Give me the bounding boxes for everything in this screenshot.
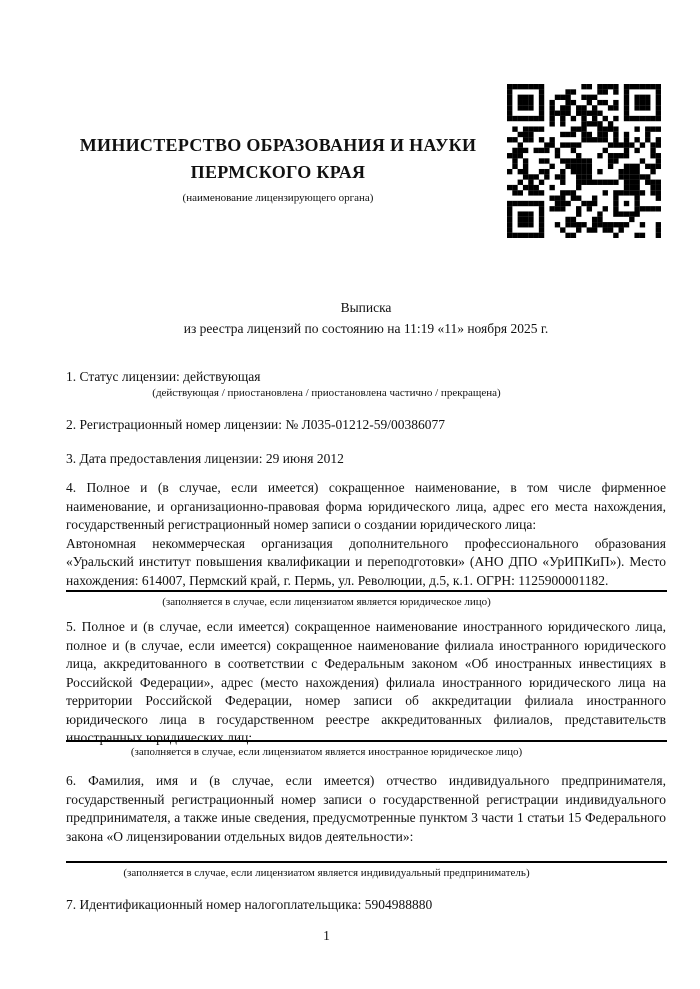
- legal-entity-value: Автономная некоммерческая организация дополнительного профессионального образования «Уральский институт повышения квалификации и переподготовки» (АНО ДПО «УрИПКиП»). Место нахождения: 614007, Пермский край, г. Пермь, ул. Революции, д.5, к.1. ОГРН: 1125900001182.: [66, 535, 666, 588]
- taxpayer-id-line: 7. Идентификационный номер налогоплательщика: 5904988880: [66, 897, 433, 912]
- page-number: 1: [323, 928, 330, 943]
- document-title: [66, 297, 666, 339]
- licensing-authority-name-line1: МИНИСТЕРСТВО ОБРАЗОВАНИЯ И НАУКИ: [79, 135, 477, 155]
- license-status-options-caption: (действующая / приостановлена / приостановлена частично / прекращена): [152, 387, 501, 399]
- license-registration-number-line: 2. Регистрационный номер лицензии: № Л035-01212-59/00386077: [66, 417, 446, 432]
- letterhead-caption: (наименование лицензирующего органа): [182, 192, 374, 204]
- letterhead: [66, 132, 490, 205]
- qr-code-icon: [507, 84, 661, 238]
- document-title-line1: Выписка: [340, 300, 392, 315]
- individual-entrepreneur-caption: (заполняется в случае, если лицензиатом является индивидуальный предприниматель): [66, 861, 667, 880]
- foreign-entity-caption: (заполняется в случае, если лицензиатом является иностранное юридическое лицо): [66, 740, 667, 759]
- licensing-authority-name-line2: ПЕРМСКОГО КРАЯ: [190, 162, 366, 182]
- foreign-entity-section: [66, 618, 666, 748]
- legal-entity-caption: (заполняется в случае, если лицензиатом является юридическое лицо): [66, 590, 667, 609]
- license-grant-date-line: 3. Дата предоставления лицензии: 29 июня 2012: [66, 451, 344, 466]
- document-title-line2: из реестра лицензий по состоянию на 11:19 «11» ноября 2025 г.: [183, 321, 549, 336]
- individual-entrepreneur-section: [66, 772, 666, 846]
- individual-entrepreneur-label: 6. Фамилия, имя и (в случае, если имеется) отчество индивидуального предпринимателя, государственный регистрационный номер записи о государственной регистрации индивидуального предпринимателя, а также иные сведения, предусмотренные пунктом 3 части 1 статьи 15 Федерального закона «О лицензировании отдельных видов деятельности»:: [66, 773, 666, 844]
- foreign-entity-label: 5. Полное и (в случае, если имеется) сокращенное наименование иностранного юридического лица, полное и (в случае, если имеется) сокращенное наименование филиала иностранного юридического лица, аккредитованного в соответствии с Федеральным законом «Об иностранных инвестициях в Российской Федерации», адрес (место нахождения) филиала иностранного юридического лица на территории Российской Федерации, номер записи об аккредитации филиала иностранного юридического лица в государственном реестре аккредитованных филиалов, представительств иностранных юридических лиц:: [66, 619, 666, 745]
- legal-entity-section: [66, 479, 666, 590]
- license-status-line: 1. Статус лицензии: действующая: [66, 369, 261, 384]
- legal-entity-label: 4. Полное и (в случае, если имеется) сокращенное наименование, в том числе фирменное наименование, и организационно-правовая форма юридического лица, адрес его места нахождения, государственный регистрационный номер записи о создании юридического лица:: [66, 480, 666, 532]
